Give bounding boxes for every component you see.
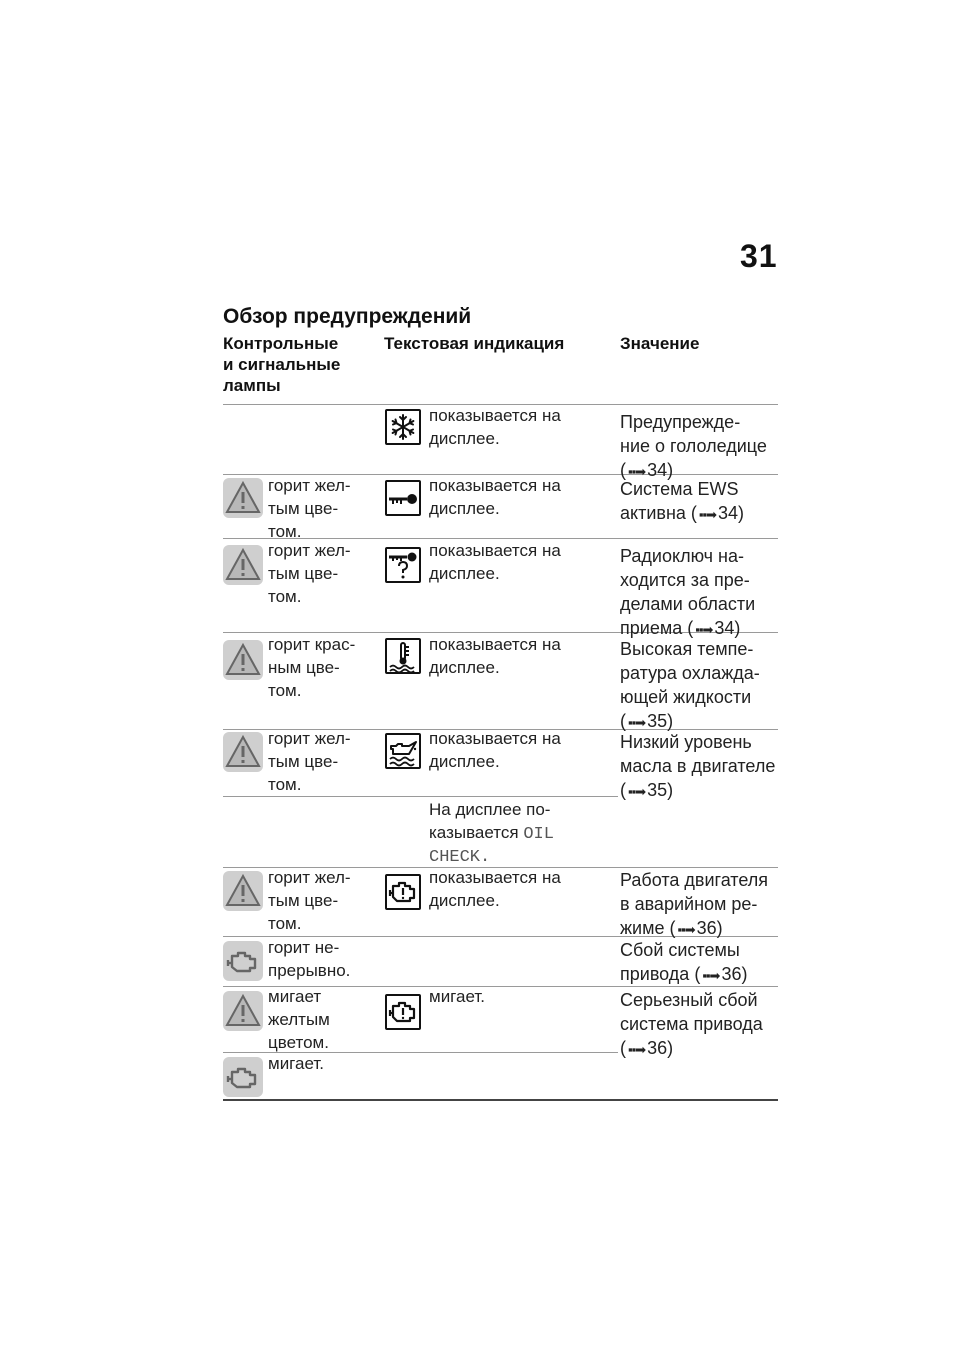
- text-line: том.: [268, 681, 302, 700]
- page-reference-number: 36): [647, 1038, 674, 1058]
- meaning-text: [620, 868, 768, 942]
- display-text: [429, 985, 485, 1008]
- warning-triangle-icon: [223, 732, 263, 772]
- text-line: показывается на: [429, 541, 561, 560]
- page-reference-number: 34): [718, 503, 745, 523]
- page-reference: ( ▪▪➡ 34): [690, 503, 745, 523]
- lamp-text: [268, 539, 351, 608]
- text-line: тым цве-: [268, 564, 339, 583]
- meaning-text: [620, 988, 763, 1062]
- text-line: [620, 501, 744, 527]
- text-fragment: казывается: [429, 823, 519, 842]
- arrow-icon: ▪▪➡: [698, 507, 717, 522]
- column-header-lamps: [223, 333, 373, 396]
- lamp-text: [268, 1052, 324, 1075]
- key-question-icon: [385, 547, 421, 583]
- text-line: том.: [268, 914, 302, 933]
- oil-can-icon: [385, 733, 421, 769]
- display-text: [429, 539, 561, 585]
- text-line: тым цве-: [268, 891, 339, 910]
- page-reference: ( ▪▪➡ 36): [620, 1038, 674, 1058]
- column-header-lamps-line: лампы: [223, 376, 281, 395]
- row-divider: [223, 796, 618, 797]
- display-text: [429, 404, 561, 450]
- text-line: горит крас-: [268, 635, 356, 654]
- engine-lamp-icon: [223, 941, 263, 981]
- arrow-icon: ▪▪➡: [702, 968, 720, 983]
- lamp-text: [268, 727, 351, 796]
- arrow-icon: ▪▪➡: [677, 922, 695, 937]
- text-line: дисплее.: [429, 499, 500, 518]
- text-line: том.: [268, 587, 302, 606]
- page-reference-number: 35): [647, 711, 674, 731]
- page-reference: ( ▪▪➡ 36): [694, 964, 748, 984]
- warnings-table: [223, 404, 778, 1102]
- column-header-meaning: Значение: [620, 334, 700, 353]
- text-line: горит жел-: [268, 868, 351, 887]
- text-line: прерывно.: [268, 961, 351, 980]
- lamp-text: [268, 985, 330, 1054]
- text-line: желтым: [268, 1010, 330, 1029]
- text-line: мигает.: [268, 1054, 324, 1073]
- lamp-text: [268, 474, 351, 543]
- text-line: тым цве-: [268, 499, 339, 518]
- text-line: показывается на: [429, 406, 561, 425]
- text-line: мигает.: [429, 987, 485, 1006]
- display-text: [429, 633, 561, 679]
- text-line: Предупрежде-: [620, 412, 741, 432]
- page-reference: ( ▪▪➡ 35): [620, 780, 674, 800]
- text-line: ным цве-: [268, 658, 340, 677]
- text-line: горит жел-: [268, 729, 351, 748]
- text-line: горит жел-: [268, 476, 351, 495]
- text-line: горит жел-: [268, 541, 351, 560]
- arrow-icon: ▪▪➡: [628, 464, 646, 479]
- meaning-text: [620, 730, 775, 804]
- text-line: показывается на: [429, 476, 561, 495]
- page-reference-number: 35): [647, 780, 674, 800]
- meaning-text: [620, 477, 744, 527]
- text-line: ние о гололедице: [620, 436, 767, 456]
- page-reference: ( ▪▪➡ 35): [620, 711, 674, 731]
- text-line: дисплее.: [429, 658, 500, 677]
- text-line: тым цве-: [268, 752, 339, 771]
- text-line: показывается на: [429, 635, 561, 654]
- text-line: цветом.: [268, 1033, 329, 1052]
- text-line: ющей жидкости: [620, 687, 752, 707]
- text-line: мигает: [268, 987, 322, 1006]
- warning-triangle-icon: [223, 871, 263, 911]
- text-line: горит не-: [268, 938, 340, 957]
- page-number: 31: [740, 238, 778, 274]
- display-text: [429, 798, 554, 869]
- column-header-lamps-line: и сигнальные: [223, 355, 341, 374]
- text-fragment: жиме: [620, 918, 665, 938]
- column-header-text: Текстовая индикация: [384, 334, 565, 353]
- table-bottom-rule: [223, 1099, 778, 1101]
- text-line: том.: [268, 775, 302, 794]
- text-line: ходится за пре-: [620, 570, 750, 590]
- meaning-text: [620, 637, 760, 735]
- text-line: ратура охлажда-: [620, 663, 760, 683]
- text-line: система привода: [620, 1014, 763, 1034]
- page-reference: ( ▪▪➡ 34): [620, 460, 674, 480]
- text-line: дисплее.: [429, 891, 500, 910]
- text-line: На дисплее по-: [429, 800, 551, 819]
- text-line: Низкий уровень: [620, 732, 752, 752]
- text-line: Серьезный сбой: [620, 990, 758, 1010]
- page-reference-number: 34): [647, 460, 674, 480]
- text-line: делами области: [620, 594, 756, 614]
- display-text: [429, 866, 561, 912]
- warning-triangle-icon: [223, 545, 263, 585]
- text-fragment: активна: [620, 503, 686, 523]
- column-header-lamps-line: Контрольные: [223, 334, 339, 353]
- key-icon: [385, 480, 421, 516]
- engine-icon: [385, 994, 421, 1030]
- arrow-icon: ▪▪➡: [695, 622, 713, 637]
- display-text: [429, 727, 561, 773]
- text-line: [429, 821, 554, 846]
- warning-triangle-icon: [223, 640, 263, 680]
- arrow-icon: ▪▪➡: [628, 1042, 646, 1057]
- snowflake-icon: [385, 409, 421, 445]
- warning-triangle-icon: [223, 991, 263, 1031]
- display-message: CHECK.: [429, 848, 491, 867]
- text-line: показывается на: [429, 868, 561, 887]
- warning-triangle-icon: [223, 478, 263, 518]
- text-line: Радиоключ на-: [620, 546, 744, 566]
- text-line: том.: [268, 522, 302, 541]
- text-line: дисплее.: [429, 752, 500, 771]
- text-line: в аварийном ре-: [620, 894, 758, 914]
- text-line: Высокая темпе-: [620, 639, 754, 659]
- text-line: дисплее.: [429, 429, 500, 448]
- display-message: OIL: [523, 825, 554, 844]
- lamp-text: [268, 936, 350, 982]
- text-line: показывается на: [429, 729, 561, 748]
- page-reference: ( ▪▪➡ 34): [687, 618, 741, 638]
- text-line: масла в двигателе: [620, 756, 776, 776]
- text-line: Система EWS: [620, 479, 739, 499]
- text-fragment: приема: [620, 618, 683, 638]
- meaning-text: [620, 410, 767, 484]
- page-reference: ( ▪▪➡ 36): [669, 918, 723, 938]
- section-title: Обзор предупреждений: [223, 305, 472, 328]
- meaning-text: [620, 938, 747, 988]
- text-line: [620, 962, 747, 988]
- text-line: Сбой системы: [620, 940, 740, 960]
- text-line: Работа двигателя: [620, 870, 769, 890]
- lamp-text: [268, 866, 351, 935]
- arrow-icon: ▪▪➡: [628, 784, 646, 799]
- page-reference-number: 36): [721, 964, 748, 984]
- arrow-icon: ▪▪➡: [628, 715, 646, 730]
- page-reference-number: 36): [696, 918, 723, 938]
- engine-icon: [385, 874, 421, 910]
- lamp-text: [268, 633, 355, 702]
- coolant-temperature-icon: [385, 638, 421, 674]
- display-text: [429, 474, 561, 520]
- meaning-text: [620, 544, 755, 642]
- text-line: дисплее.: [429, 564, 500, 583]
- page-reference-number: 34): [714, 618, 741, 638]
- engine-lamp-icon: [223, 1057, 263, 1097]
- text-fragment: привода: [620, 964, 690, 984]
